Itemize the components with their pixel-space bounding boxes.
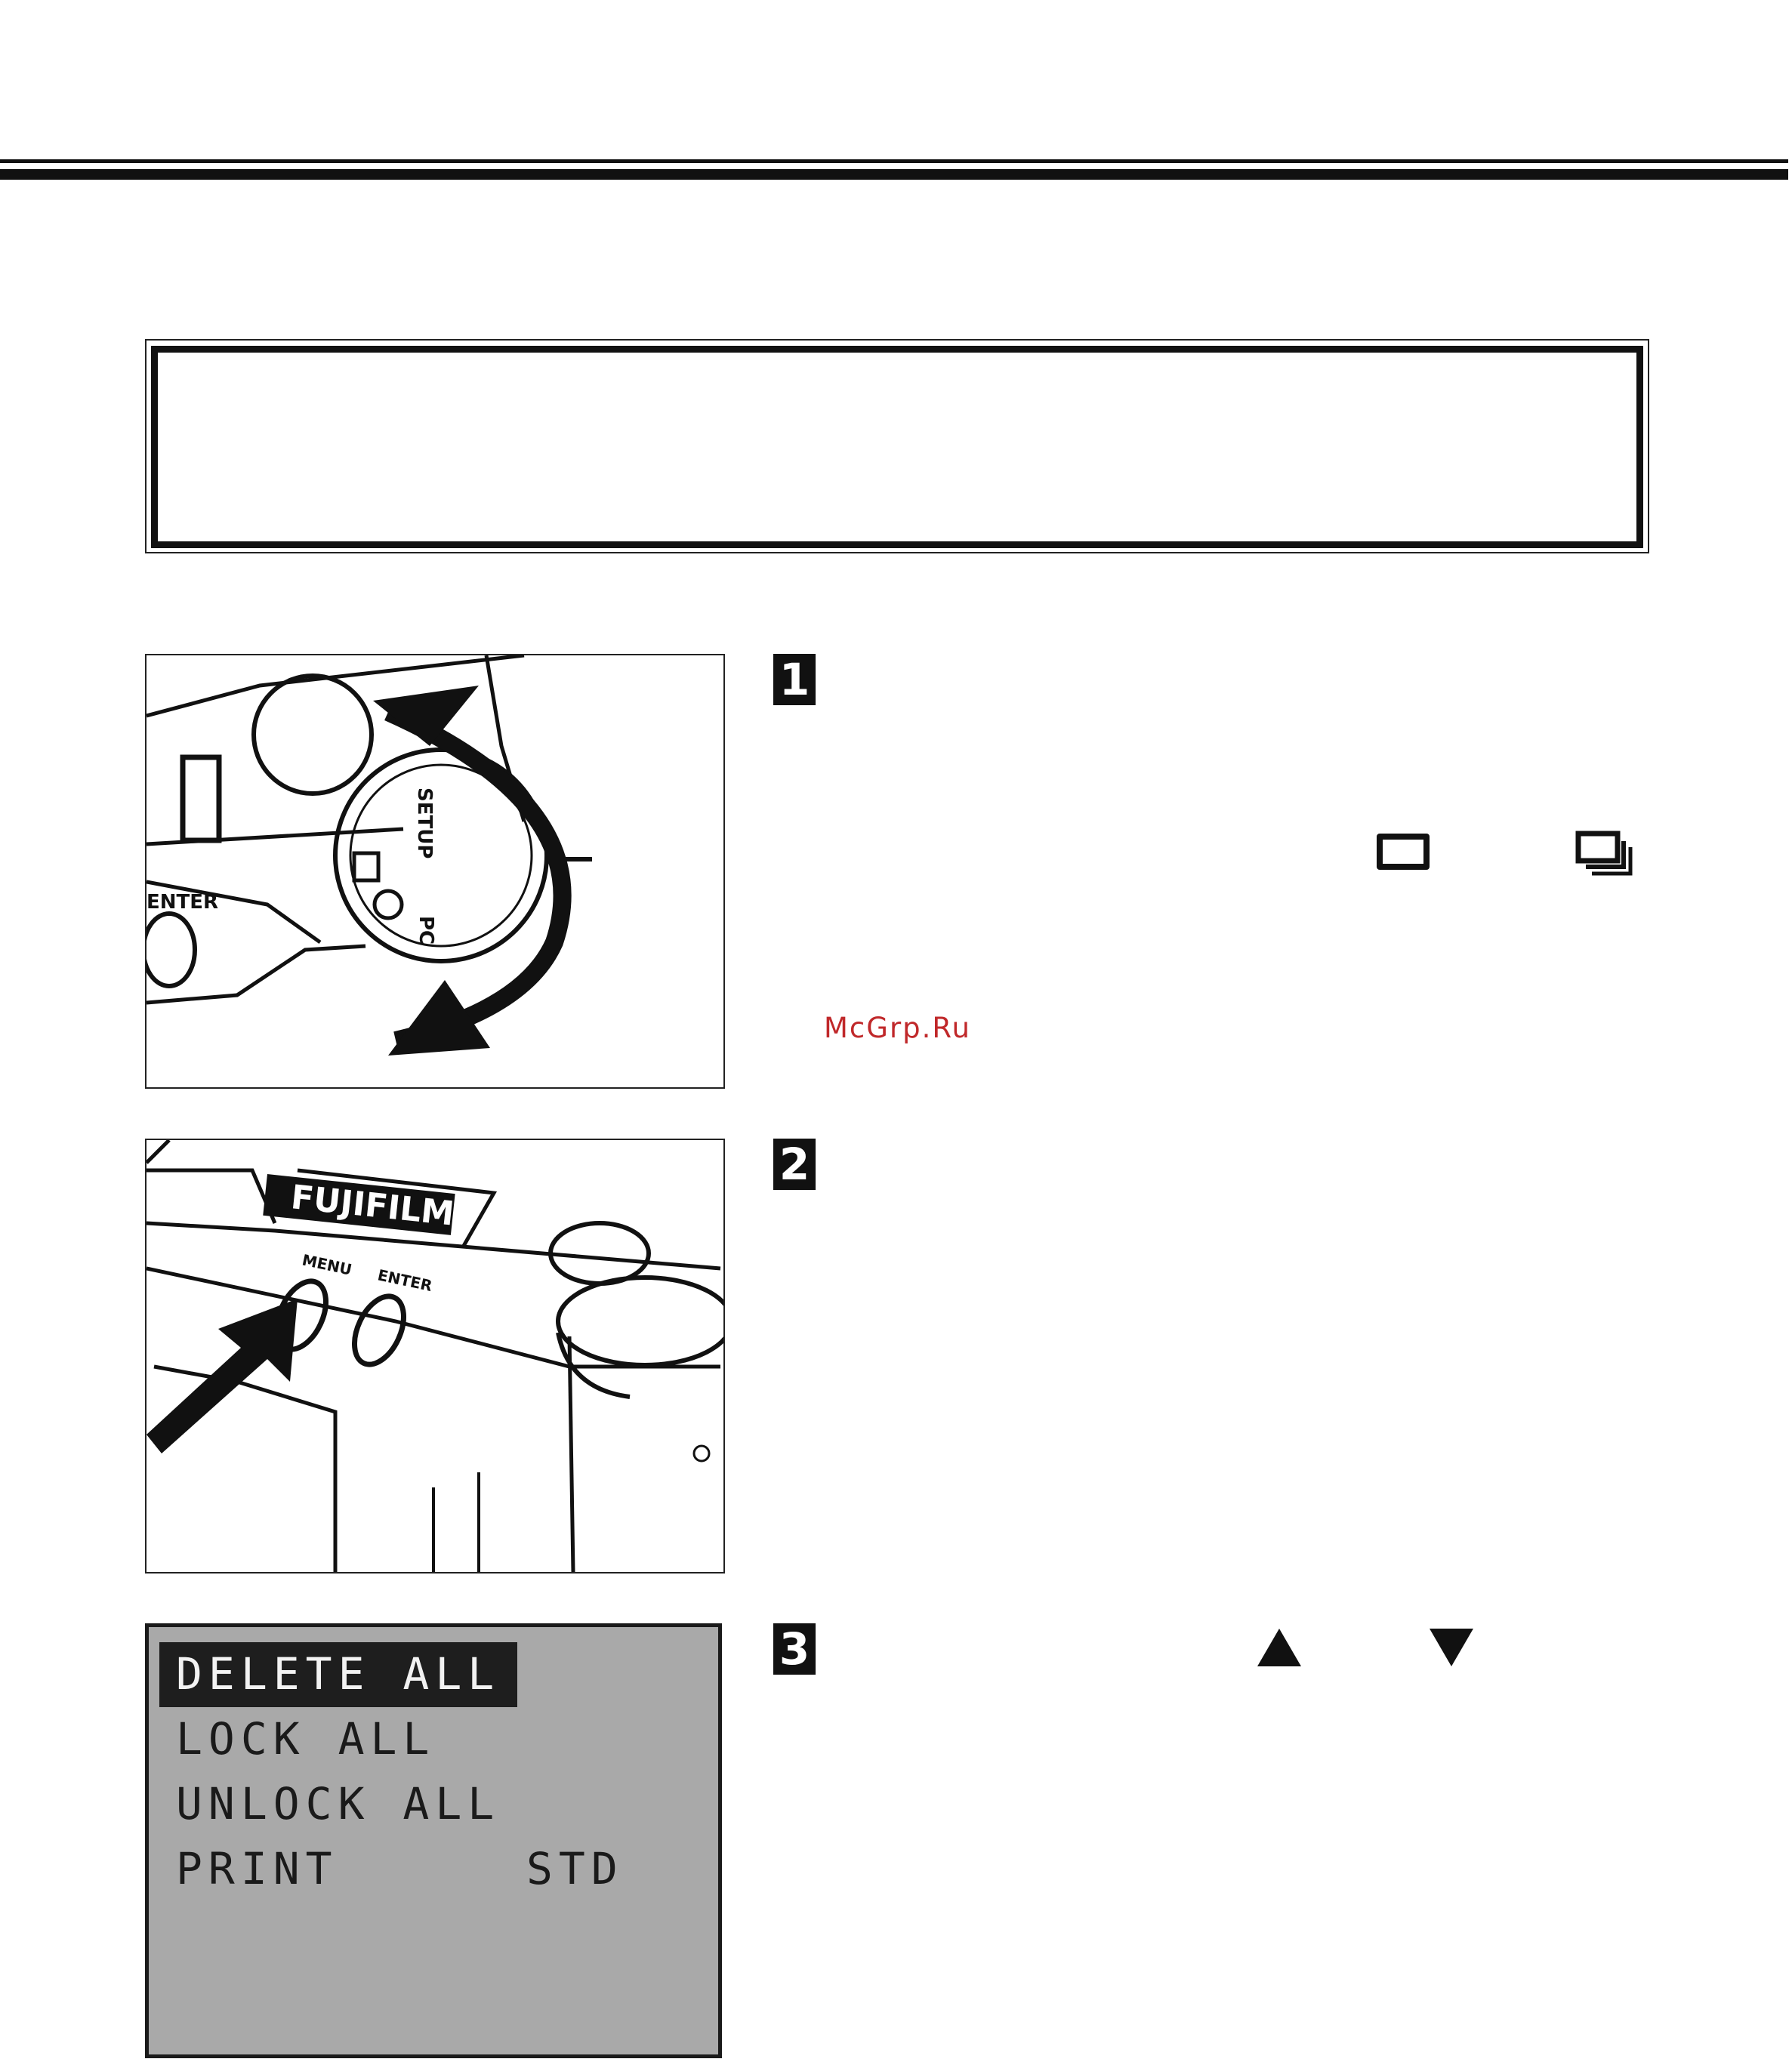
- menu-item-print[interactable]: PRINT: [176, 1843, 338, 1894]
- menu-item-print-value: STD: [526, 1843, 624, 1894]
- down-triangle-icon: [1430, 1629, 1473, 1666]
- step-badge-2: 2: [773, 1139, 816, 1190]
- brand-logo: FUJIFILM: [288, 1178, 456, 1234]
- title-box: [151, 346, 1643, 548]
- multi-frame-icon: [1575, 831, 1633, 877]
- mode-dial-illustration: [145, 654, 725, 1089]
- menu-item-delete-all[interactable]: DELETE ALL: [176, 1648, 501, 1700]
- step-badge-3: 3: [773, 1623, 816, 1675]
- header-rule-thin: [0, 159, 1788, 163]
- lcd-menu-screen: [145, 1623, 722, 2058]
- single-frame-icon: [1377, 834, 1430, 870]
- enter-button-label: ENTER: [147, 891, 219, 914]
- menu-button-label: MENU: [300, 1250, 354, 1279]
- up-triangle-icon: [1257, 1629, 1301, 1666]
- enter-button-label: ENTER: [375, 1265, 434, 1296]
- menu-item-lock-all[interactable]: LOCK ALL: [176, 1713, 436, 1765]
- header-rule-thick: [0, 169, 1788, 180]
- step-badge-1: 1: [773, 654, 816, 705]
- dial-label-pc: PC: [415, 916, 437, 945]
- menu-item-unlock-all[interactable]: UNLOCK ALL: [176, 1778, 501, 1829]
- watermark: McGrp.Ru: [824, 1012, 971, 1044]
- dial-label-setup: SETUP: [413, 788, 436, 859]
- menu-button-illustration: [145, 1139, 725, 1573]
